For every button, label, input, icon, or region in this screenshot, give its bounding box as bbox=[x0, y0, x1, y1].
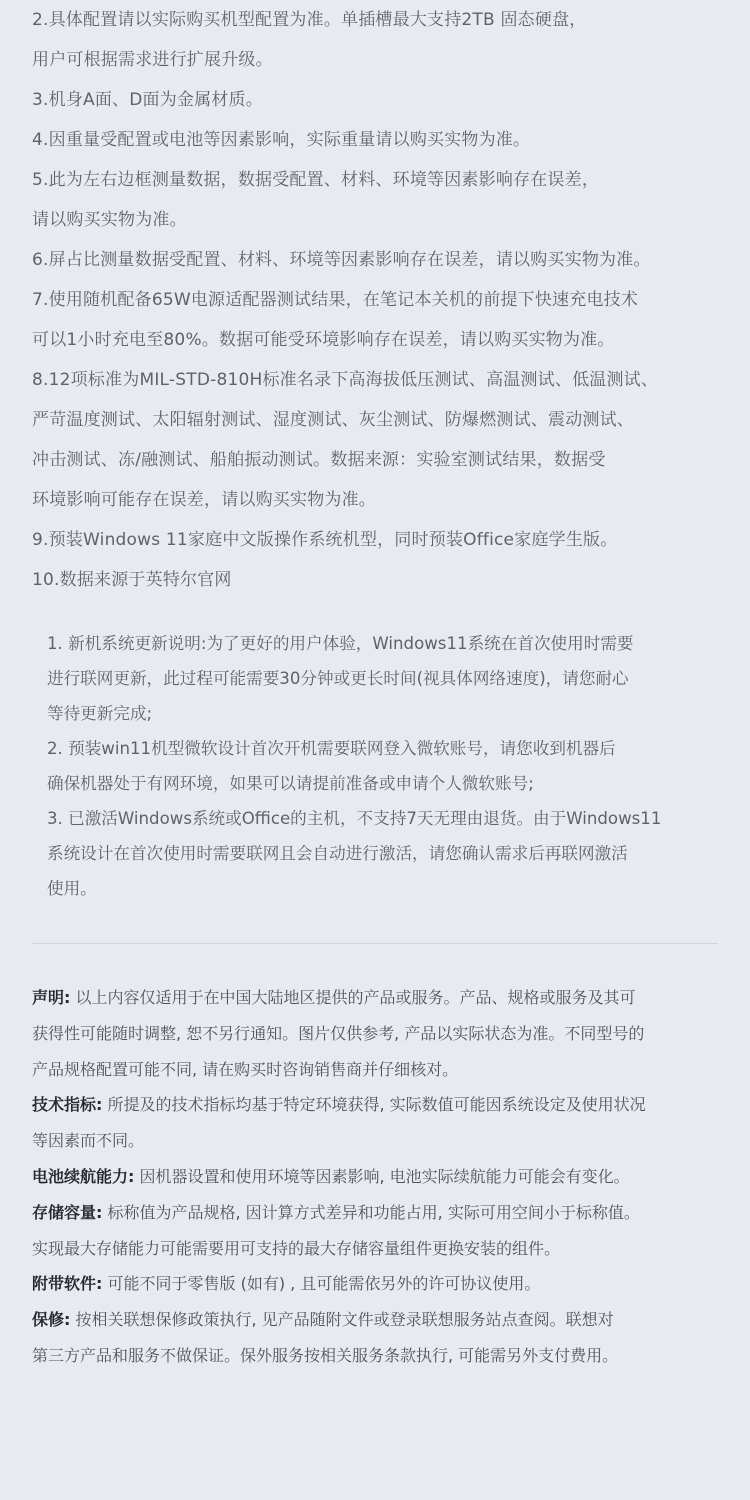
disclaimer-line bbox=[32, 1302, 732, 1338]
system-note-line: 使用。 bbox=[47, 879, 97, 898]
note-line: 冲击测试、冻/融测试、船舶振动测试。数据来源：实验室测试结果，数据受 bbox=[32, 450, 606, 470]
disclaimer-label: 保修: bbox=[32, 1310, 71, 1330]
disclaimer-line bbox=[32, 980, 732, 1016]
system-note-line: 系统设计在首次使用时需要联网且会自动进行激活，请您确认需求后再联网激活 bbox=[47, 844, 628, 863]
note-line: 7.使用随机配备65W电源适配器测试结果，在笔记本关机的前提下快速充电技术 bbox=[32, 290, 639, 310]
disclaimer-text: 第三方产品和服务不做保证。保外服务按相关服务条款执行, 可能需另外支付费用。 bbox=[32, 1345, 619, 1365]
disclaimer-line bbox=[32, 1159, 732, 1195]
note-line: 2.具体配置请以实际购买机型配置为准。单插槽最大支持2TB 固态硬盘， bbox=[32, 10, 587, 30]
disclaimer-line bbox=[32, 1266, 732, 1302]
system-note-line: 1. 新机系统更新说明:为了更好的用户体验，Windows11系统在首次使用时需要 bbox=[47, 634, 634, 653]
system-note-line: 3. 已激活Windows系统或Office的主机，不支持7天无理由退货。由于Windows11 bbox=[47, 809, 662, 828]
system-note-line: 确保机器处于有网环境，如果可以请提前准备或申请个人微软账号; bbox=[47, 774, 534, 793]
disclaimer-text: 标称值为产品规格, 因计算方式差异和功能占用, 实际可用空间小于标称值。 bbox=[102, 1202, 640, 1222]
disclaimer-text: 可能不同于零售版 (如有) , 且可能需依另外的许可协议使用。 bbox=[102, 1274, 541, 1294]
note-line: 环境影响可能存在误差，请以购买实物为准。 bbox=[32, 490, 376, 510]
disclaimer-label: 附带软件: bbox=[32, 1274, 103, 1294]
disclaimer-label: 存储容量: bbox=[32, 1202, 103, 1222]
note-line: 用户可根据需求进行扩展升级。 bbox=[32, 50, 273, 70]
system-update-notes bbox=[47, 626, 737, 906]
disclaimer-line bbox=[32, 1338, 732, 1374]
section-divider bbox=[32, 943, 718, 944]
note-line: 可以1小时充电至80%。数据可能受环境影响存在误差，请以购买实物为准。 bbox=[32, 330, 615, 350]
disclaimers bbox=[32, 980, 732, 1374]
note-line: 5.此为左右边框测量数据，数据受配置、材料、环境等因素影响存在误差， bbox=[32, 170, 600, 190]
disclaimer-text: 所提及的技术指标均基于特定环境获得, 实际数值可能因系统设定及使用状况 bbox=[102, 1095, 646, 1115]
note-line: 请以购买实物为准。 bbox=[32, 210, 187, 230]
disclaimer-text: 按相关联想保修政策执行, 见产品随附文件或登录联想服务站点查阅。联想对 bbox=[70, 1310, 614, 1330]
system-note-line: 进行联网更新，此过程可能需要30分钟或更长时间(视具体网络速度)，请您耐心 bbox=[47, 669, 629, 688]
note-line: 6.屏占比测量数据受配置、材料、环境等因素影响存在误差，请以购买实物为准。 bbox=[32, 250, 651, 270]
disclaimer-label: 声明: bbox=[32, 988, 71, 1007]
numbered-notes bbox=[32, 0, 742, 600]
disclaimer-line bbox=[32, 1016, 732, 1052]
disclaimer-line bbox=[32, 1231, 732, 1267]
note-line: 严苛温度测试、太阳辐射测试、湿度测试、灰尘测试、防爆燃测试、震动测试、 bbox=[32, 410, 634, 430]
disclaimer-label: 技术指标: bbox=[32, 1095, 103, 1115]
disclaimer-text: 产品规格配置可能不同, 请在购买时咨询销售商并仔细核对。 bbox=[32, 1059, 459, 1079]
disclaimer-line bbox=[32, 1123, 732, 1159]
disclaimer-text: 因机器设置和使用环境等因素影响, 电池实际续航能力可能会有变化。 bbox=[134, 1166, 630, 1186]
system-note-line: 等待更新完成; bbox=[47, 704, 153, 723]
disclaimer-text: 以上内容仅适用于在中国大陆地区提供的产品或服务。产品、规格或服务及其可 bbox=[70, 988, 636, 1007]
note-line: 9.预装Windows 11家庭中文版操作系统机型，同时预装Office家庭学生版。 bbox=[32, 530, 618, 550]
note-line: 8.12项标准为MIL-STD-810H标准名录下高海拔低压测试、高温测试、低温测试、 bbox=[32, 370, 659, 390]
note-line: 10.数据来源于英特尔官网 bbox=[32, 570, 232, 590]
disclaimer-label: 电池续航能力: bbox=[32, 1166, 135, 1186]
disclaimer-line bbox=[32, 1087, 732, 1123]
disclaimer-line bbox=[32, 1052, 732, 1088]
disclaimer-line bbox=[32, 1195, 732, 1231]
disclaimer-text: 获得性可能随时调整, 恕不另行通知。图片仅供参考, 产品以实际状态为准。不同型号的 bbox=[32, 1023, 645, 1043]
disclaimer-text: 实现最大存储能力可能需要用可支持的最大存储容量组件更换安装的组件。 bbox=[32, 1238, 561, 1258]
note-line: 4.因重量受配置或电池等因素影响，实际重量请以购买实物为准。 bbox=[32, 130, 531, 150]
system-note-line: 2. 预装win11机型微软设计首次开机需要联网登入微软账号，请您收到机器后 bbox=[47, 739, 616, 758]
note-line: 3.机身A面、D面为金属材质。 bbox=[32, 90, 263, 110]
disclaimer-text: 等因素而不同。 bbox=[32, 1131, 145, 1151]
